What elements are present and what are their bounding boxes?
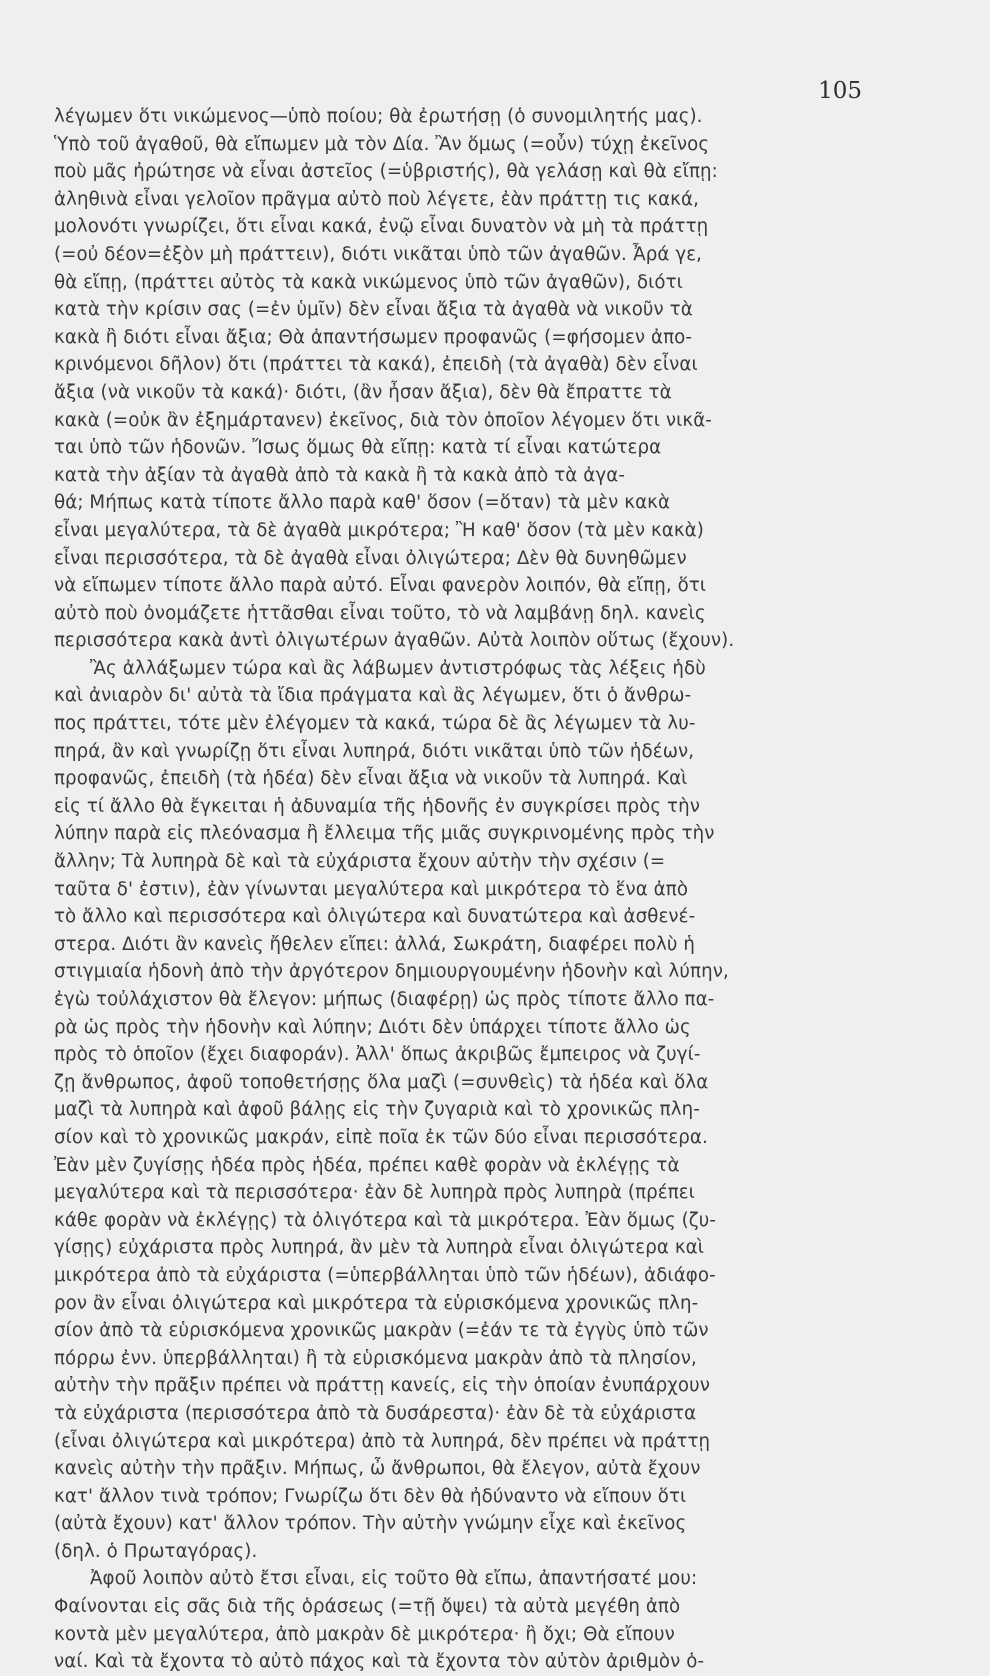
text-line: ται ὑπὸ τῶν ἡδονῶν. Ἴσως ὅμως θὰ εἴπῃ: κατὰ τί εἶναι κατώτερα xyxy=(54,437,662,459)
text-line: πρὸς τὸ ὁποῖον (ἔχει διαφοράν). Ἀλλ' ὅπως ἀκριβῶς ἔμπειρος νὰ ζυγί- xyxy=(54,1044,701,1066)
text-line: ταῦτα δ' ἐστιν), ἐὰν γίνωνται μεγαλύτερα καὶ μικρότερα τὸ ἕνα ἀπὸ xyxy=(54,878,689,900)
text-line: μαζὶ τὰ λυπηρὰ καὶ ἀφοῦ βάλῃς εἰς τὴν ζυγαριὰ καὶ τὸ χρονικῶς πλη- xyxy=(54,1099,700,1121)
text-line: κάθε φορὰν νὰ ἐκλέγῃς) τὰ ὀλιγότερα καὶ τὰ μικρότερα. Ἐὰν ὅμως (ζυ- xyxy=(54,1209,717,1231)
text-line: ἄλλην; Τὰ λυπηρὰ δὲ καὶ τὰ εὐχάριστα ἔχουν αὐτὴν τὴν σχέσιν (= xyxy=(54,851,666,873)
text-line: νὰ εἴπωμεν τίποτε ἄλλο παρὰ αὐτό. Εἶναι φανερὸν λοιπόν, θὰ εἴπῃ, ὅτι xyxy=(54,575,707,597)
text-line: κοντὰ μὲν μεγαλύτερα, ἀπὸ μακρὰν δὲ μικρότερα· ἢ ὄχι; Θὰ εἴπουν xyxy=(54,1623,675,1645)
text-line: λέγωμεν ὅτι νικώμενος—ὑπὸ ποίου; θὰ ἐρωτήσῃ (ὁ συνομιλητής μας). xyxy=(54,106,703,127)
page-number: 105 xyxy=(818,78,862,104)
text-line: τὸ ἄλλο καὶ περισσότερα καὶ ὀλιγώτερα καὶ δυνατώτερα καὶ ἀσθενέ- xyxy=(54,906,696,928)
text-line: Ὑπὸ τοῦ ἀγαθοῦ, θὰ εἴπωμεν μὰ τὸν Δία. Ἂν ὅμως (=οὖν) τύχῃ ἐκεῖνος xyxy=(54,133,710,155)
text-line: κακὰ (=οὐκ ἂν ἐξημάρτανεν) ἐκεῖνος, διὰ τὸν ὁποῖον λέγομεν ὅτι νικᾶ- xyxy=(54,409,712,431)
text-line: κατὰ τὴν κρίσιν σας (=ἐν ὑμῖν) δὲν εἶναι ἄξια τὰ ἀγαθὰ νὰ νικοῦν τὰ xyxy=(54,299,693,321)
text-line: ἄξια (νὰ νικοῦν τὰ κακά)· διότι, (ἂν ἦσαν ἄξια), δὲν θὰ ἔπραττε τὰ xyxy=(54,381,672,403)
text-line: σίον ἀπὸ τὰ εὑρισκόμενα χρονικῶς μακρὰν (=ἐάν τε τὰ ἐγγὺς ὑπὸ τῶν xyxy=(54,1320,709,1342)
text-line: (αὐτὰ ἔχουν) κατ' ἄλλον τρόπον. Τὴν αὐτὴν γνώμην εἶχε καὶ ἐκεῖνος xyxy=(54,1513,687,1535)
text-line: (=οὐ δέον=ἐξὸν μὴ πράττειν), διότι νικᾶται ὑπὸ τῶν ἀγαθῶν. Ἆρά γε, xyxy=(54,243,703,265)
text-line: ζῃ ἄνθρωπος, ἀφοῦ τοποθετήσῃς ὅλα μαζὶ (=συνθεὶς) τὰ ἡδέα καὶ ὅλα xyxy=(54,1071,709,1093)
text-line: γίσῃς) εὐχάριστα πρὸς λυπηρά, ἂν μὲν τὰ λυπηρὰ εἶναι ὀλιγώτερα καὶ xyxy=(54,1237,704,1259)
text-line: κανεὶς αὐτὴν τὴν πρᾶξιν. Μήπως, ὦ ἄνθρωποι, θὰ ἔλεγον, αὐτὰ ἔχουν xyxy=(54,1458,701,1480)
text-line: ἐγὼ τοὐλάχιστον θὰ ἔλεγον: μήπως (διαφέρῃ) ὡς πρὸς τίποτε ἄλλο πα- xyxy=(54,989,715,1010)
text-line: στερα. Διότι ἂν κανεὶς ἤθελεν εἴπει: ἀλλά, Σωκράτη, διαφέρει πολὺ ἡ xyxy=(54,933,695,955)
text-line: πος πράττει, τότε μὲν ἐλέγομεν τὰ κακά, τώρα δὲ ἂς λέγωμεν τὰ λυ- xyxy=(54,713,696,735)
text-line: κακὰ ἢ διότι εἶναι ἄξια; Θὰ ἀπαντήσωμεν προφανῶς (=φήσομεν ἀπο- xyxy=(54,326,693,348)
text-line: αὐτὸ ποὺ ὀνομάζετε ἡττᾶσθαι εἶναι τοῦτο, τὸ νὰ λαμβάνῃ δηλ. κανεὶς xyxy=(54,602,706,624)
text-line: Ἂς ἀλλάξωμεν τώρα καὶ ἂς λάβωμεν ἀντιστρόφως τὰς λέξεις ἡδὺ xyxy=(90,657,706,679)
text-line: τὰ εὐχάριστα (περισσότερα ἀπὸ τὰ δυσάρεστα)· ἐὰν δὲ τὰ εὐχάριστα xyxy=(54,1402,697,1424)
text-line: στιγμιαία ἡδονὴ ἀπὸ τὴν ἀργότερον δημιουργουμένην ἡδονὴν καὶ λύπην, xyxy=(54,961,729,983)
text-line: κατὰ τὴν ἀξίαν τὰ ἀγαθὰ ἀπὸ τὰ κακὰ ἢ τὰ κακὰ ἀπὸ τὰ ἀγα- xyxy=(54,464,625,486)
text-line: ποὺ μᾶς ἠρώτησε νὰ εἶναι ἀστεῖος (=ὑβριστής), θὰ γελάσῃ καὶ θὰ εἴπῃ: xyxy=(54,161,718,183)
text-line: κατ' ἄλλον τινὰ τρόπον; Γνωρίζω ὅτι δὲν θὰ ἠδύναντο νὰ εἴπουν ὅτι xyxy=(54,1485,687,1507)
text-line: σίον καὶ τὸ χρονικῶς μακράν, εἰπὲ ποῖα ἐκ τῶν δύο εἶναι περισσότερα. xyxy=(54,1126,708,1148)
text-line: προφανῶς, ἐπειδὴ (τὰ ἡδέα) δὲν εἶναι ἄξια νὰ νικοῦν τὰ λυπηρά. Καὶ xyxy=(54,768,688,790)
text-line: μεγαλύτερα καὶ τὰ περισσότερα· ἐὰν δὲ λυπηρὰ πρὸς λυπηρὰ (πρέπει xyxy=(54,1182,695,1204)
text-line: μικρότερα ἀπὸ τὰ εὐχάριστα (=ὑπερβάλληται ὑπὸ τῶν ἡδέων), ἀδιάφο- xyxy=(54,1264,716,1286)
text-line: περισσότερα κακὰ ἀντὶ ὀλιγωτέρων ἀγαθῶν. Αὐτὰ λοιπὸν οὕτως (ἔχουν). xyxy=(54,630,735,652)
text-line: (δηλ. ὁ Πρωταγόρας). xyxy=(54,1540,258,1562)
text-line: Ἐὰν μὲν ζυγίσῃς ἡδέα πρὸς ἡδέα, πρέπει καθὲ φορὰν νὰ ἐκλέγῃς τὰ xyxy=(54,1154,680,1176)
text-line: πόρρω ἐνν. ὑπερβάλληται) ἢ τὰ εὑρισκόμενα μακρὰν ἀπὸ τὰ πλησίον, xyxy=(54,1347,697,1369)
text-line: μολονότι γνωρίζει, ὅτι εἶναι κακά, ἐνῷ εἶναι δυνατὸν νὰ μὴ τὰ πράττῃ xyxy=(54,216,709,238)
text-line: εἶναι μεγαλύτερα, τὰ δὲ ἀγαθὰ μικρότερα; Ἢ καθ' ὅσον (τὰ μὲν κακὰ) xyxy=(54,519,704,541)
text-line: ρὰ ὡς πρὸς τὴν ἡδονὴν καὶ λύπην; Διότι δὲν ὑπάρχει τίποτε ἄλλο ὡς xyxy=(54,1016,691,1038)
text-line: εἶναι περισσότερα, τὰ δὲ ἀγαθὰ εἶναι ὀλιγώτερα; Δὲν θὰ δυνηθῶμεν xyxy=(54,547,687,569)
text-line: θά; Μήπως κατὰ τίποτε ἄλλο παρὰ καθ' ὅσον (=ὅταν) τὰ μὲν κακὰ xyxy=(54,492,671,514)
page-text-block xyxy=(54,103,864,1676)
text-line: πηρά, ἂν καὶ γνωρίζῃ ὅτι εἶναι λυπηρά, διότι νικᾶται ὑπὸ τῶν ἡδέων, xyxy=(54,740,695,762)
text-line: ἀληθινὰ εἶναι γελοῖον πρᾶγμα αὐτὸ ποὺ λέγετε, ἐὰν πράττῃ τις κακά, xyxy=(54,188,699,210)
text-line: εἰς τί ἄλλο θὰ ἔγκειται ἡ ἀδυναμία τῆς ἡδονῆς ἐν συγκρίσει πρὸς τὴν xyxy=(54,795,700,817)
text-line: κρινόμενοι δῆλον) ὅτι (πράττει τὰ κακά), ἐπειδὴ (τὰ ἀγαθὰ) δὲν εἶναι xyxy=(54,354,698,376)
text-line: λύπην παρὰ εἰς πλεόνασμα ἢ ἔλλειμα τῆς μιᾶς συγκρινομένης πρὸς τὴν xyxy=(54,823,715,845)
text-line: θὰ εἴπῃ, (πράττει αὐτὸς τὰ κακὰ νικώμενος ὑπὸ τῶν ἀγαθῶν), διότι xyxy=(54,271,683,293)
text-line: ρον ἂν εἶναι ὀλιγώτερα καὶ μικρότερα τὰ εὑρισκόμενα χρονικῶς πλη- xyxy=(54,1292,699,1314)
text-line: καὶ ἀνιαρὸν δι' αὐτὰ τὰ ἴδια πράγματα καὶ ἂς λέγωμεν, ὅτι ὁ ἄνθρω- xyxy=(54,685,692,707)
text-line: (εἶναι ὀλιγώτερα καὶ μικρότερα) ἀπὸ τὰ λυπηρά, δὲν πρέπει νὰ πράττῃ xyxy=(54,1430,711,1452)
text-line: Φαίνονται εἰς σᾶς διὰ τῆς ὁράσεως (=τῇ ὄψει) τὰ αὐτὰ μεγέθη ἀπὸ xyxy=(54,1596,681,1618)
text-line: ναί. Καὶ τὰ ἔχοντα τὸ αὐτὸ πάχος καὶ τὰ ἔχοντα τὸν αὐτὸν ἀριθμὸν ὁ- xyxy=(54,1651,705,1673)
text-line: αὐτὴν τὴν πρᾶξιν πρέπει νὰ πράττῃ κανείς, εἰς τὴν ὁποίαν ἐνυπάρχουν xyxy=(54,1375,710,1397)
text-line: Ἀφοῦ λοιπὸν αὐτὸ ἔτσι εἶναι, εἰς τοῦτο θὰ εἴπω, ἀπαντήσατέ μου: xyxy=(90,1568,698,1590)
